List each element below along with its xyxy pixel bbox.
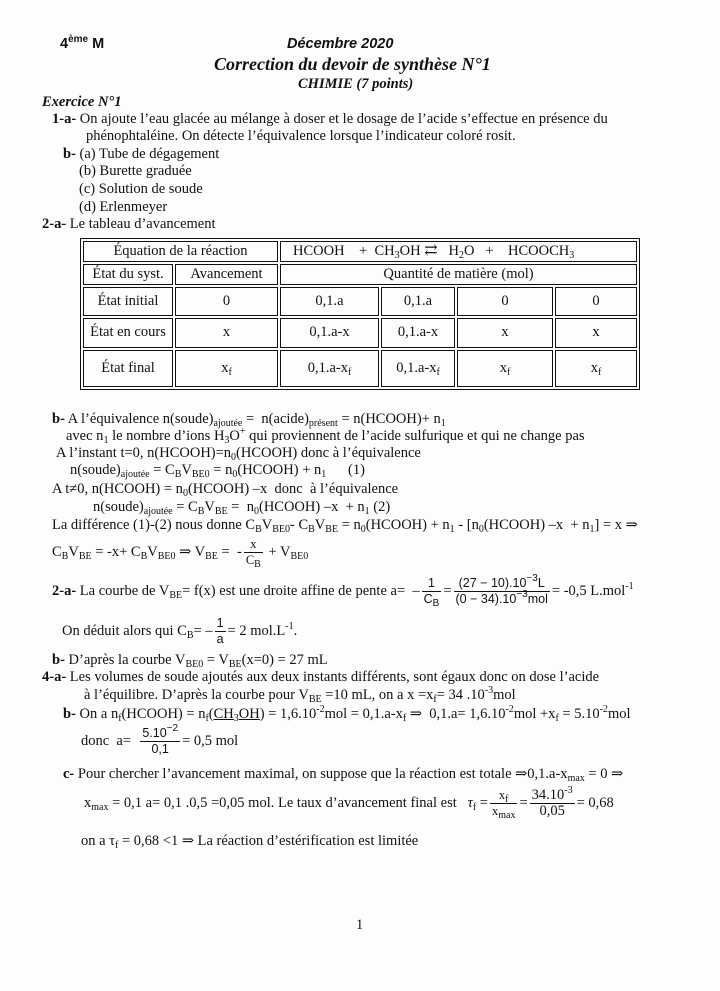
- table-cell: État initial: [83, 287, 173, 316]
- q1b-item: (d) Erlenmeyer: [79, 199, 168, 215]
- q2b-line4: $n(soude)_{ajoutée} = C_BV_{BE0}$ = $n_0(HCOOH) + n_1$ (1): [70, 462, 365, 480]
- q4c-line3: on a $\tau_f = 0,68 <1$ ⇒ La réaction d’estérification est limitée: [81, 833, 419, 851]
- table-cell: x: [457, 318, 553, 348]
- q1a: 1-a- On ajoute l’eau glacée au mélange à doser et le dosage de l’acide s’effectue en présence du: [52, 111, 608, 127]
- q2b2-line: b- D’après la courbe $V_{BE0} = V_{BE}(x=0) = 27$ mL: [52, 652, 328, 670]
- q2b-line3: A l’instant t=0, $n(HCOOH)=n_0(HCOOH)$ donc à l’équivalence: [56, 445, 421, 463]
- exercise-title: Exercice N°1: [42, 94, 122, 110]
- q1a-cont: phénophtaléine. On détecte l’équivalence lorsque l’indicateur coloré rosit.: [86, 128, 516, 144]
- table-cell: État final: [83, 350, 173, 387]
- class-level: 4ème M: [60, 34, 105, 52]
- reaction-equation: HCOOH + $CH_3OH$ ⇄ $H_2O$ + $HCOOCH_3$: [280, 241, 637, 262]
- q2b-line7: La différence (1)-(2) nous donne $C_BV_{BE0}-$ $C_BV_{BE}$ = $n_0(HCOOH) + n_1$ - $[n_0(HCOOH) -x + n_1] = x$ ⇒: [52, 517, 638, 535]
- table-cell: $x_f$: [457, 350, 553, 387]
- page-title: Correction du devoir de synthèse N°1: [214, 54, 491, 74]
- page-subtitle: CHIMIE (7 points): [298, 76, 414, 92]
- q2a2-deduce: On déduit alors qui $C_B=$ – $\frac{1}{a}$ = 2 $mol.L^{-1}$.: [62, 616, 298, 646]
- q2b-line8: $C_BV_{BE} = -x+ C_BV_{BE0}$ ⇒ $V_{BE}$ = - $\frac{x}{C_B}$ + $V_{BE0}$: [52, 537, 309, 570]
- q4c-line2: $x_{max} = 0,1$ a= 0,1 .0,5 =0,05 mol. Le taux d’avancement final est $\tau_f$ = $\frac{x_f}{x_{max}}$ = $\frac{34.10^{-3}}{0,05}$ = 0,68: [84, 785, 614, 821]
- table-cell: 0: [555, 287, 637, 316]
- table-cell: 0: [457, 287, 553, 316]
- table-cell: x: [555, 318, 637, 348]
- q2a2-line: 2-a- La courbe de $V_{BE}= f(x)$ est une droite affine de pente a= – $\frac{1}{C_B}$ = $\frac{(27 - 10).10^{-3}L}{(0 - 34).10^{-3}mol}$ = -0,5 L.mol$^{-1}$: [52, 573, 634, 609]
- q2a: 2-a- Le tableau d’avancement: [42, 216, 216, 232]
- q2b-line2: avec $n_1$ le nombre d’ions $H_3O^+$ qui proviennent de l’acide sulfurique et qui ne change pas: [66, 426, 585, 446]
- table-cell: $x_f$: [175, 350, 278, 387]
- q4b-line2: donc a= $\frac{5.10^{-2}}{0,1}$ = 0,5 mol: [81, 723, 239, 756]
- equation-label: Équation de la réaction: [83, 241, 278, 262]
- table-cell: 0,1.a: [280, 287, 379, 316]
- table-cell: 0,1.a-x: [381, 318, 455, 348]
- quantity-header: Quantité de matière (mol): [280, 264, 637, 285]
- table-cell: $0,1.a-x_f$: [381, 350, 455, 387]
- advancement-header: Avancement: [175, 264, 278, 285]
- date: Décembre 2020: [287, 36, 394, 52]
- page-number: 1: [356, 917, 364, 933]
- table-cell: $0,1.a-x_f$: [280, 350, 379, 387]
- q2b-line5: A t≠0, n(HCOOH) = $n_0(HCOOH)$ –x donc à l’équivalence: [52, 481, 399, 499]
- q4a-line1: 4-a- Les volumes de soude ajoutés aux deux instants différents, sont égaux donc on dose l’acide: [42, 669, 600, 685]
- table-cell: 0,1.a-x: [280, 318, 379, 348]
- q2b-line6: $n(soude)_{ajoutée} = C_BV_{BE}$ = $n_0(HCOOH) -x + n_1$ (2): [93, 499, 391, 517]
- table-cell: 0: [175, 287, 278, 316]
- state-header: État du syst.: [83, 264, 173, 285]
- q2b-line1: b- A l’équivalence $n(soude)_{ajoutée}$ = $n(acide)_{présent}$ = n(HCOOH)+ $n_1$: [52, 411, 446, 429]
- advancement-table: [80, 238, 640, 390]
- q1b-item: (b) Burette graduée: [79, 163, 192, 179]
- q1b: b- (a) Tube de dégagement: [63, 146, 220, 162]
- q4a-line2: à l’équilibre. D’après la courbe pour $V_{BE} =10$ mL, on a $x =x_f= 34$ $.10^{-3}mol$: [84, 685, 516, 705]
- table-cell: $x_f$: [555, 350, 637, 387]
- q4c-line1: c- Pour chercher l’avancement maximal, on suppose que la réaction est totale $\Rightarrow 0,1.a-x_{max} = 0$ ⇒: [63, 766, 624, 784]
- table-cell: x: [175, 318, 278, 348]
- q4b-line1: b- On a $n_f(HCOOH) = n_f(CH_3OH) = 1,6.10^{-2}mol = 0,1.a-x_f$ ⇒ $0,1.a= 1,6.10^{-2}mol +x_f = 5.10^{-2}mol$: [63, 704, 631, 724]
- table-cell: 0,1.a: [381, 287, 455, 316]
- q1b-item: (c) Solution de soude: [79, 181, 203, 197]
- table-cell: État en cours: [83, 318, 173, 348]
